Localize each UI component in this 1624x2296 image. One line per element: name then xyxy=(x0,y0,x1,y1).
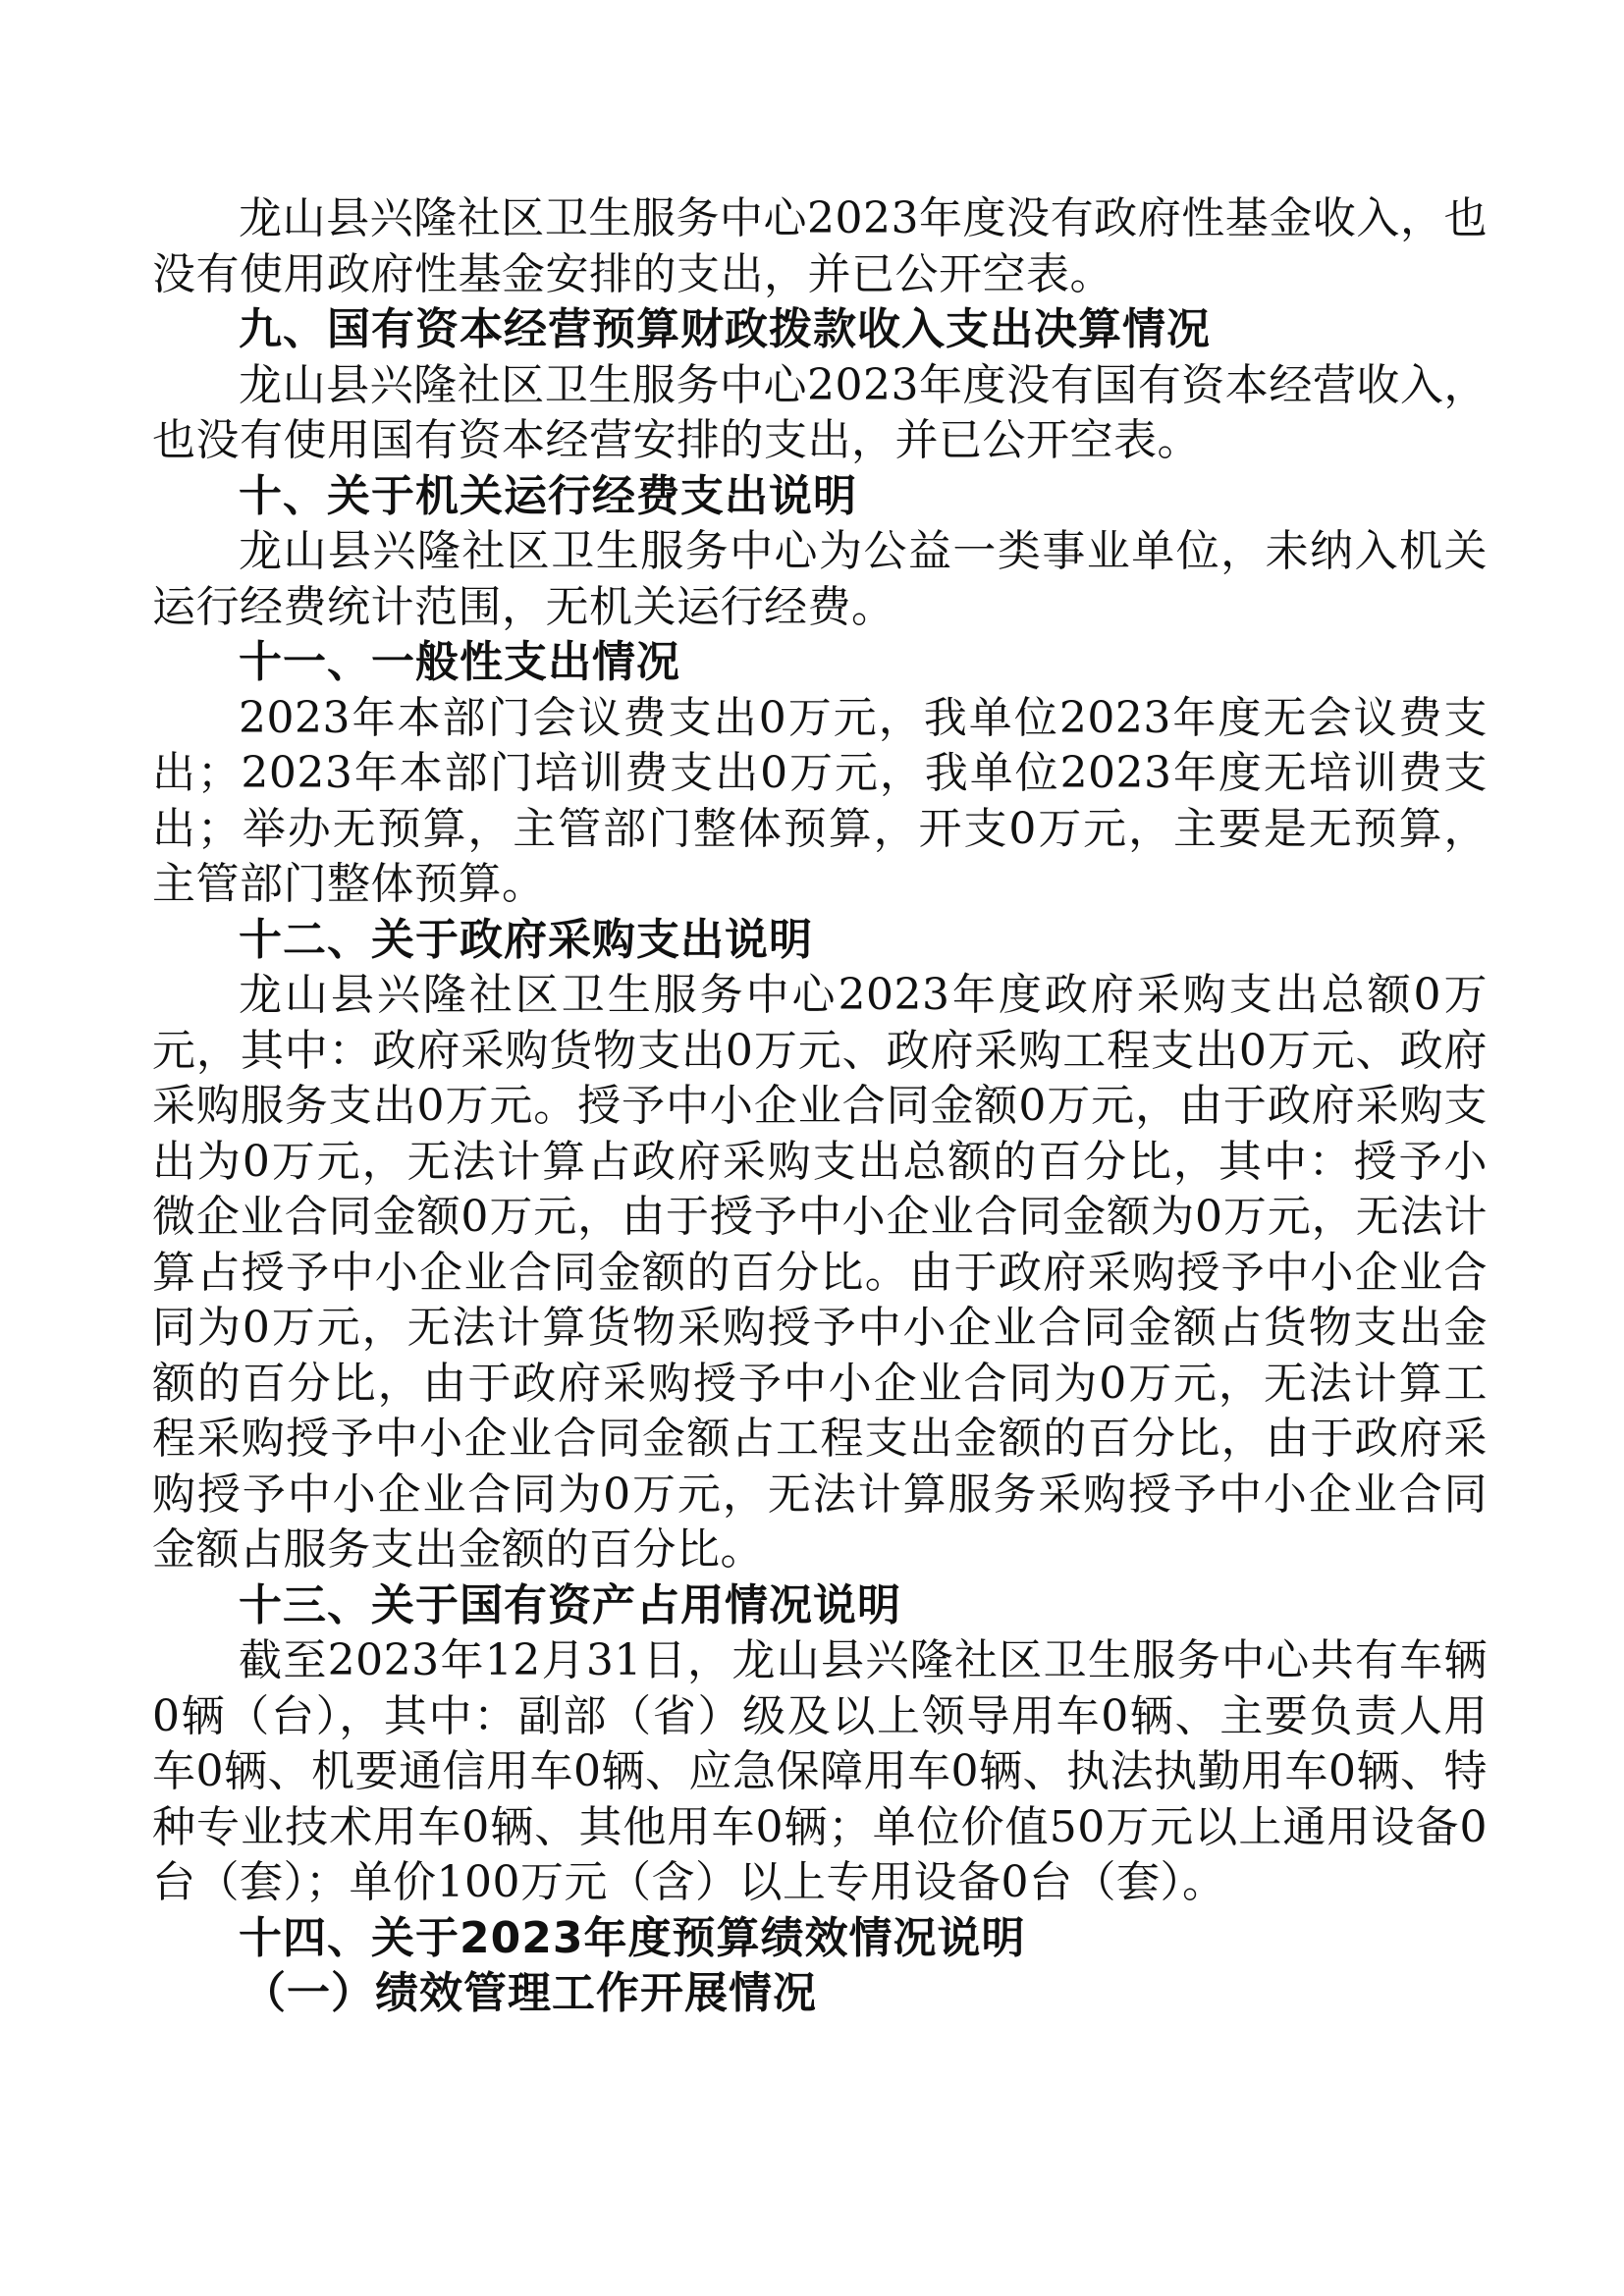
paragraph-procurement: 龙山县兴隆社区卫生服务中心2023年度政府采购支出总额0万元，其中：政府采购货物支出0万元、政府采购工程支出0万元、政府采购服务支出0万元。授予中小企业合同金额0万元，由于政府采购支出为0万元，无法计算占政府采购支出总额的百分比，其中：授予小微企业合同金额0万元，由于授予中小企业合同金额为0万元，无法计算占授予中小企业合同金额的百分比。由于政府采购授予中小企业合同为0万元，无法计算货物采购授予中小企业合同金额占货物支出金额的百分比，由于政府采购授予中小企业合同为0万元，无法计算工程采购授予中小企业合同金额占工程支出金额的百分比，由于政府采购授予中小企业合同为0万元，无法计算服务采购授予中小企业合同金额占服务支出金额的百分比。 xyxy=(152,970,1488,1575)
heading-section-14: 十四、关于2023年度预算绩效情况说明 xyxy=(239,1912,1026,1963)
heading-subsection-1: （一）绩效管理工作开展情况 xyxy=(243,1968,817,2018)
heading-section-11: 十一、一般性支出情况 xyxy=(239,637,680,687)
heading-section-12: 十二、关于政府采购支出说明 xyxy=(239,914,813,965)
paragraph-state-capital: 龙山县兴隆社区卫生服务中心2023年度没有国有资本经营收入，也没有使用国有资本经营安排的支出，并已公开空表。 xyxy=(152,359,1488,465)
paragraph-government-fund: 龙山县兴隆社区卫生服务中心2023年度没有政府性基金收入，也没有使用政府性基金安排的支出，并已公开空表。 xyxy=(152,193,1488,299)
heading-section-13: 十三、关于国有资产占用情况说明 xyxy=(239,1579,901,1630)
heading-section-9: 九、国有资本经营预算财政拨款收入支出决算情况 xyxy=(239,304,1211,354)
paragraph-state-assets: 截至2023年12月31日，龙山县兴隆社区卫生服务中心共有车辆0辆（台），其中：副部（省）级及以上领导用车0辆、主要负责人用车0辆、机要通信用车0辆、应急保障用车0辆、执法执勤用车0辆、特种专业技术用车0辆、其他用车0辆；单位价值50万元以上通用设备0台（套）；单价100万元（含）以上专用设备0台（套）。 xyxy=(152,1635,1488,1907)
heading-section-10: 十、关于机关运行经费支出说明 xyxy=(239,470,857,521)
paragraph-general-expenses: 2023年本部门会议费支出0万元，我单位2023年度无会议费支出；2023年本部门培训费支出0万元，我单位2023年度无培训费支出；举办无预算，主管部门整体预算，开支0万元，主要是无预算，主管部门整体预算。 xyxy=(152,692,1488,909)
document-page xyxy=(152,191,1488,2022)
paragraph-operating-expenses: 龙山县兴隆社区卫生服务中心为公益一类事业单位，未纳入机关运行经费统计范围，无机关运行经费。 xyxy=(152,526,1488,632)
